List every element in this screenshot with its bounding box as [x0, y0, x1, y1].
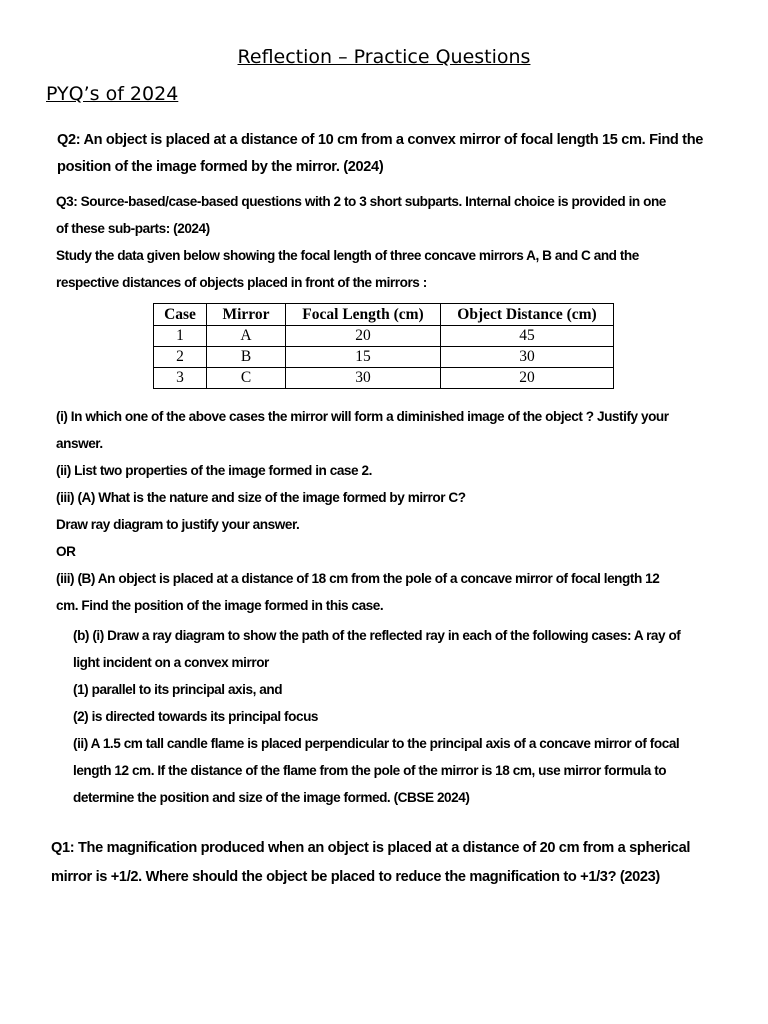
- column-header: Object Distance (cm): [441, 304, 614, 326]
- text-line: light incident on a convex mirror: [73, 655, 269, 670]
- table-cell: B: [207, 347, 286, 368]
- column-header: Case: [154, 304, 207, 326]
- table-row: [154, 347, 614, 368]
- text-line: Q3: Source-based/case-based questions with 2 to 3 short subparts. Internal choice is provided in one: [56, 194, 666, 209]
- table-row: [154, 368, 614, 389]
- text-line: (i) In which one of the above cases the mirror will form a diminished image of the object ? Justify your: [56, 409, 669, 424]
- text-line: Study the data given below showing the focal length of three concave mirrors A, B and C and the: [56, 248, 639, 263]
- text-line: respective distances of objects placed in front of the mirrors :: [56, 275, 427, 290]
- table-cell: 3: [154, 368, 207, 389]
- section-heading: PYQ’s of 2024: [46, 83, 179, 105]
- table-cell: 15: [286, 347, 441, 368]
- text-line: (2) is directed towards its principal focus: [73, 709, 319, 724]
- question-b: [73, 622, 763, 811]
- table-cell: C: [207, 368, 286, 389]
- question-q3: [56, 188, 746, 296]
- table-cell: 30: [286, 368, 441, 389]
- text-line: Q1: The magnification produced when an object is placed at a distance of 20 cm from a spherical: [51, 840, 691, 856]
- table-cell: 2: [154, 347, 207, 368]
- question-q1: [51, 834, 741, 892]
- mirror-data-table: [153, 303, 614, 389]
- text-line: determine the position and size of the image formed. (CBSE 2024): [73, 790, 470, 805]
- question-q3-parts: [56, 403, 746, 619]
- table-header-row: [154, 304, 614, 326]
- text-line: (iii) (B) An object is placed at a distance of 18 cm from the pole of a concave mirror of focal length 12: [56, 571, 660, 586]
- question-q2: [57, 127, 747, 181]
- page-title: Reflection – Practice Questions: [237, 46, 531, 68]
- column-header: Mirror: [207, 304, 286, 326]
- text-line: (1) parallel to its principal axis, and: [73, 682, 283, 697]
- column-header: Focal Length (cm): [286, 304, 441, 326]
- table-cell: 20: [441, 368, 614, 389]
- table-cell: 1: [154, 326, 207, 347]
- text-line: Q2: An object is placed at a distance of 10 cm from a convex mirror of focal length 15 cm. Find the: [57, 132, 704, 148]
- text-line: answer.: [56, 436, 103, 451]
- text-line: OR: [56, 544, 76, 559]
- text-line: (b) (i) Draw a ray diagram to show the path of the reflected ray in each of the following cases: A ray of: [73, 628, 681, 643]
- text-line: (ii) List two properties of the image formed in case 2.: [56, 463, 372, 478]
- table-row: [154, 326, 614, 347]
- text-line: (iii) (A) What is the nature and size of the image formed by mirror C?: [56, 490, 466, 505]
- table-cell: 20: [286, 326, 441, 347]
- text-line: mirror is +1/2. Where should the object be placed to reduce the magnification to +1/3? (2023): [51, 869, 660, 885]
- table-cell: 30: [441, 347, 614, 368]
- text-line: length 12 cm. If the distance of the flame from the pole of the mirror is 18 cm, use mirror formula to: [73, 763, 667, 778]
- table-cell: 45: [441, 326, 614, 347]
- text-line: cm. Find the position of the image formed in this case.: [56, 598, 384, 613]
- text-line: Draw ray diagram to justify your answer.: [56, 517, 300, 532]
- text-line: position of the image formed by the mirror. (2024): [57, 159, 384, 175]
- text-line: (ii) A 1.5 cm tall candle flame is placed perpendicular to the principal axis of a concave mirror of focal: [73, 736, 680, 751]
- text-line: of these sub-parts: (2024): [56, 221, 210, 236]
- table-cell: A: [207, 326, 286, 347]
